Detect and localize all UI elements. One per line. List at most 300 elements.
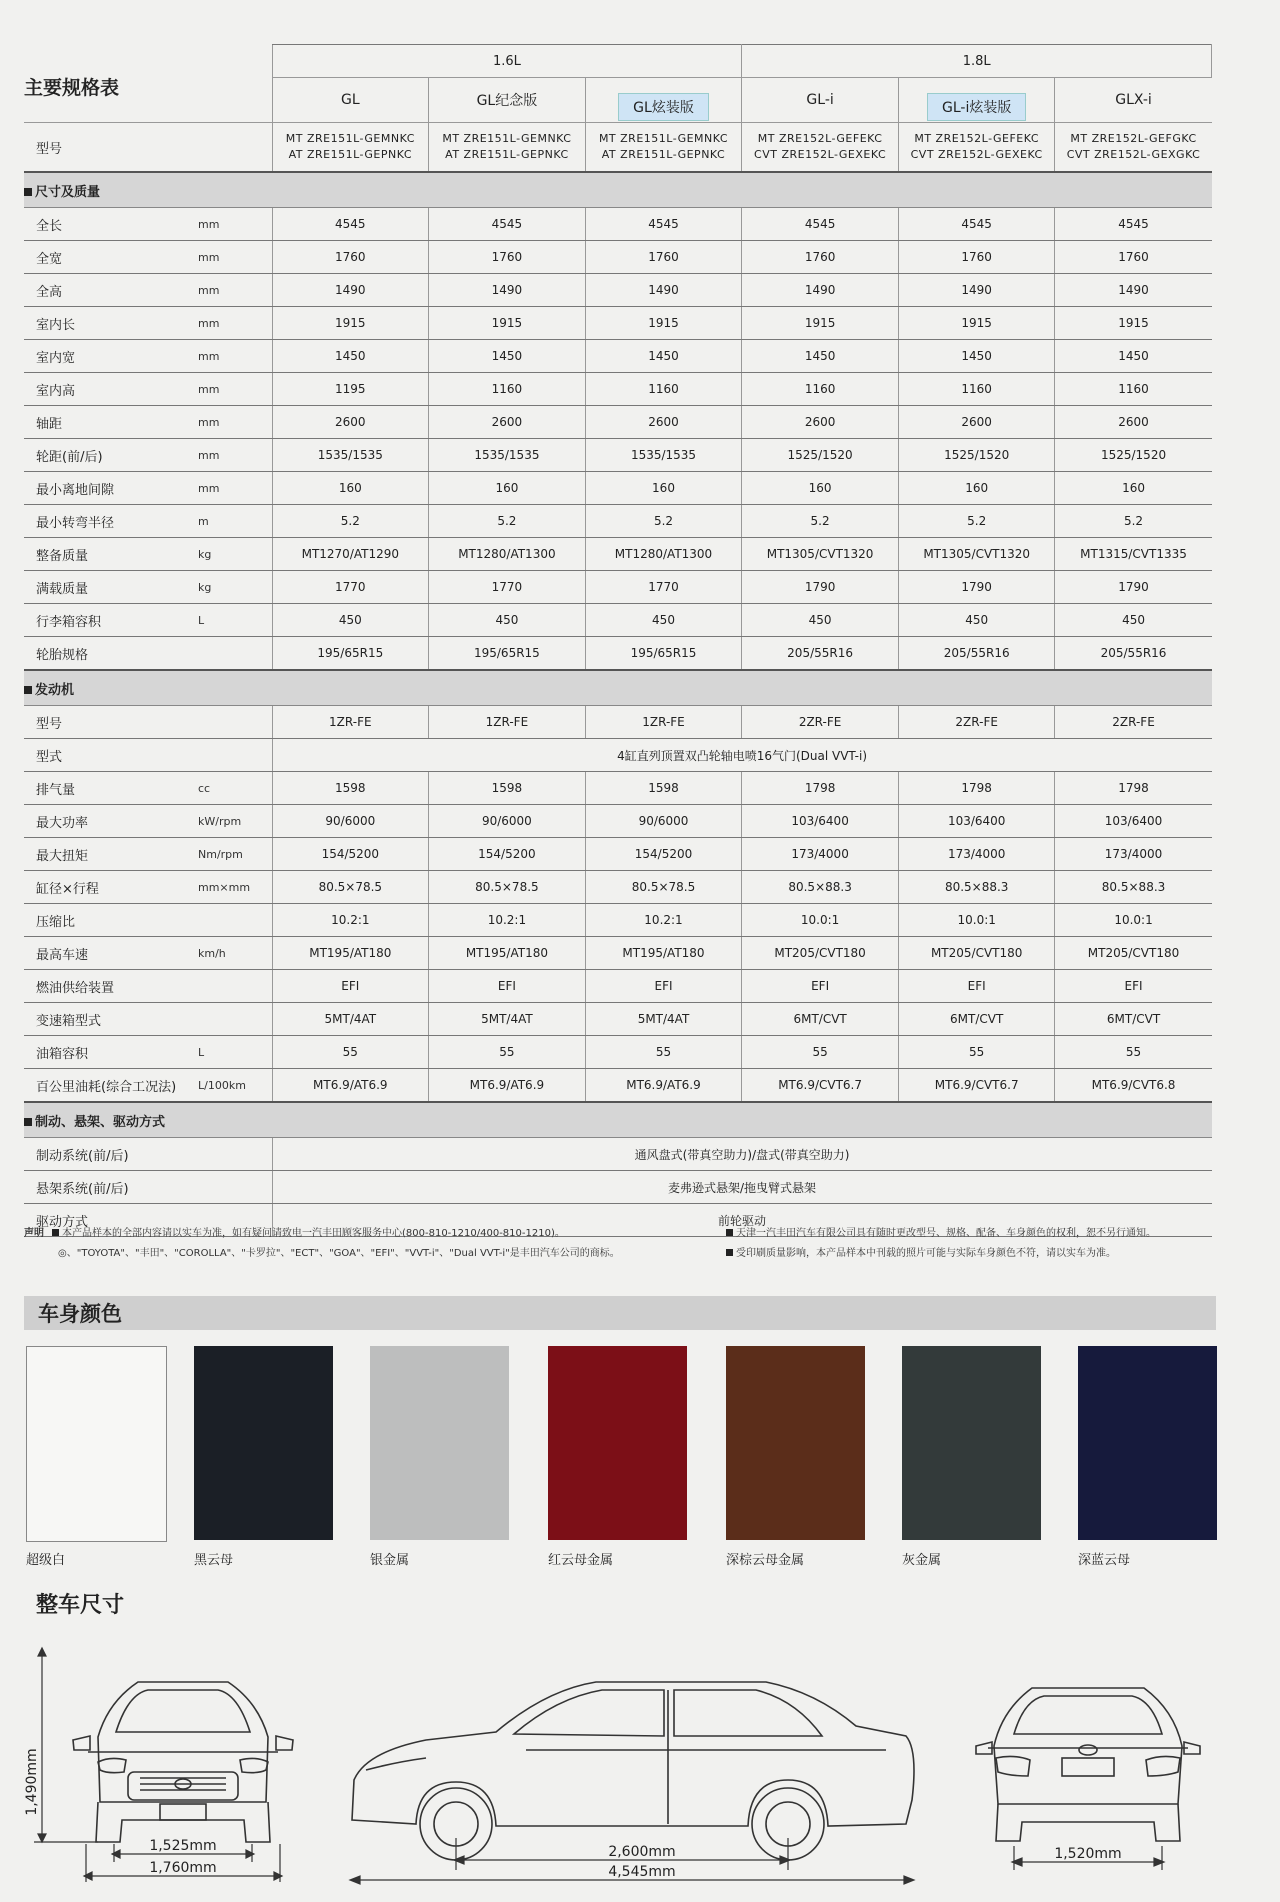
spec-row [24,937,1212,970]
spec-value: 1798 [742,772,899,805]
spec-row-label: 室内长 [24,307,194,340]
notes-right [726,1224,1226,1264]
spec-value: MT205/CVT180 [898,937,1055,970]
spec-value: EFI [898,970,1055,1003]
spec-value: MT1315/CVT1335 [1055,538,1212,571]
color-swatch-label: 超级白 [26,1553,66,1568]
model-code-cell [898,123,1055,173]
spec-row-unit [194,1171,272,1204]
model-code-label: 型号 [24,123,272,173]
spec-value: 1760 [742,241,899,274]
spec-row [24,1138,1212,1171]
model-header [742,78,899,123]
spec-value: 80.5×78.5 [429,871,586,904]
spec-value: 1770 [429,571,586,604]
spec-row-label: 缸径×行程 [24,871,194,904]
spec-row-unit: kg [194,538,272,571]
spec-value: 90/6000 [585,805,742,838]
spec-value: MT1280/AT1300 [429,538,586,571]
spec-span-value: 4缸直列顶置双凸轮轴电喷16气门(Dual VVT-i) [272,739,1212,772]
spec-value: MT195/AT180 [429,937,586,970]
spec-value: 1160 [429,373,586,406]
note-line: 受印刷质量影响，本产品样本中刊载的照片可能与实际车身颜色不符，请以实车为准。 [736,1248,1116,1259]
model-code-cell [742,123,899,173]
spec-value: 450 [585,604,742,637]
color-swatch-label: 黑云母 [194,1553,234,1568]
spec-value: 1915 [898,307,1055,340]
spec-row-unit: L [194,604,272,637]
spec-value: 55 [429,1036,586,1069]
spec-value: EFI [585,970,742,1003]
front-height-label: 1,490mm [24,1748,40,1816]
model-name: GLX-i [1115,92,1152,108]
spec-value: 6MT/CVT [742,1003,899,1036]
rear-track-label: 1,520mm [1054,1846,1122,1862]
spec-row-unit: cc [194,772,272,805]
spec-value: MT6.9/CVT6.7 [898,1069,1055,1103]
spec-value: 1450 [742,340,899,373]
spec-section-header [24,172,1212,208]
spec-value: 103/6400 [1055,805,1212,838]
spec-value: 1598 [429,772,586,805]
notes-left [24,1224,724,1264]
spec-value: EFI [272,970,429,1003]
spec-row [24,274,1212,307]
spec-section-header [24,1102,1212,1138]
spec-row [24,208,1212,241]
spec-value: 160 [585,472,742,505]
spec-value: 4545 [898,208,1055,241]
spec-value: 1450 [429,340,586,373]
spec-row [24,439,1212,472]
spec-value: 1798 [1055,772,1212,805]
spec-row-label: 排气量 [24,772,194,805]
model-code: AT ZRE151L-GEPNKC [288,148,413,161]
model-header [1055,78,1212,123]
spec-value: 80.5×88.3 [898,871,1055,904]
spec-value: MT1280/AT1300 [585,538,742,571]
section-title-cell [24,172,1212,208]
spec-value: 1760 [429,241,586,274]
model-code-cell [272,123,429,173]
model-name: GL-i [806,92,834,108]
spec-value: 195/65R15 [429,637,586,671]
color-swatch-label: 红云母金属 [548,1553,614,1568]
spec-row-unit: mm×mm [194,871,272,904]
model-name: GL-i炫装版 [927,93,1026,121]
spec-value: 1535/1535 [585,439,742,472]
spec-value: 1450 [898,340,1055,373]
spec-value: 1450 [272,340,429,373]
spec-span-value: 前轮驱动 [272,1204,1212,1237]
spec-row-unit: mm [194,406,272,439]
spec-row [24,538,1212,571]
spec-value: 154/5200 [272,838,429,871]
model-code: AT ZRE151L-GEPNKC [601,148,726,161]
color-section-band [24,1296,1216,1330]
spec-table [24,44,1212,1237]
spec-row-label: 最大功率 [24,805,194,838]
model-code-cell [429,123,586,173]
spec-value: 5.2 [898,505,1055,538]
spec-value: 1535/1535 [272,439,429,472]
spec-row [24,970,1212,1003]
section-title-cell [24,1102,1212,1138]
spec-row-unit: mm [194,373,272,406]
spec-row-label: 全宽 [24,241,194,274]
spec-value: MT6.9/CVT6.7 [742,1069,899,1103]
spec-value: 1598 [585,772,742,805]
spec-row-unit: mm [194,340,272,373]
spec-value: 10.2:1 [429,904,586,937]
spec-value: MT6.9/CVT6.8 [1055,1069,1212,1103]
spec-row-unit [194,1003,272,1036]
spec-value: 1ZR-FE [429,706,586,739]
spec-row [24,241,1212,274]
spec-value: 450 [898,604,1055,637]
spec-value: MT6.9/AT6.9 [429,1069,586,1103]
spec-value: MT1305/CVT1320 [742,538,899,571]
spec-row-label: 轮距(前/后) [24,439,194,472]
spec-value: 205/55R16 [742,637,899,671]
spec-value: 5.2 [1055,505,1212,538]
section-marker-icon [24,686,32,694]
spec-value: 4545 [585,208,742,241]
wheelbase-label: 2,600mm [608,1844,676,1860]
spec-row-label: 最小转弯半径 [24,505,194,538]
note-line: 本产品样本的全部内容请以实车为准，如有疑问请致电一汽丰田顾客服务中心(800-810-1210/400-810-1210)。 [62,1228,565,1239]
spec-value: 5.2 [742,505,899,538]
spec-value: 173/4000 [742,838,899,871]
spec-value: 4545 [742,208,899,241]
spec-row-unit: mm [194,472,272,505]
spec-row-unit: mm [194,208,272,241]
spec-value: 1760 [898,241,1055,274]
spec-value: 1790 [898,571,1055,604]
spec-row-label: 整备质量 [24,538,194,571]
spec-value: 1598 [272,772,429,805]
spec-value: 205/55R16 [1055,637,1212,671]
spec-value: 154/5200 [585,838,742,871]
spec-value: 2600 [898,406,1055,439]
spec-value: 55 [742,1036,899,1069]
spec-row-unit [194,1138,272,1171]
color-swatch [26,1346,167,1542]
spec-value: 10.2:1 [272,904,429,937]
spec-row-label: 燃油供给装置 [24,970,194,1003]
spec-value: 2ZR-FE [1055,706,1212,739]
spec-row [24,838,1212,871]
spec-row-unit: mm [194,274,272,307]
spec-value: 1915 [1055,307,1212,340]
spec-value: 173/4000 [898,838,1055,871]
spec-value: 1160 [898,373,1055,406]
spec-row [24,604,1212,637]
spec-value: 1760 [272,241,429,274]
spec-value: 1525/1520 [1055,439,1212,472]
spec-value: 6MT/CVT [1055,1003,1212,1036]
model-code: MT ZRE152L-GEFGKC [1070,132,1197,145]
spec-value: MT1305/CVT1320 [898,538,1055,571]
spec-value: 103/6400 [742,805,899,838]
spec-row-unit [194,637,272,671]
spec-row-label: 悬架系统(前/后) [24,1171,194,1204]
spec-value: 10.0:1 [1055,904,1212,937]
spec-value: 2ZR-FE [742,706,899,739]
spec-value: MT1270/AT1290 [272,538,429,571]
spec-value: MT195/AT180 [272,937,429,970]
spec-row-label: 室内高 [24,373,194,406]
spec-value: 55 [585,1036,742,1069]
spec-value: 1490 [429,274,586,307]
spec-value: 10.2:1 [585,904,742,937]
color-swatch [902,1346,1041,1540]
spec-row-unit: L/100km [194,1069,272,1103]
dimensions-title: 整车尺寸 [36,1593,125,1618]
model-code: MT ZRE151L-GEMNKC [598,132,729,145]
spec-value: 5MT/4AT [272,1003,429,1036]
spec-value: EFI [742,970,899,1003]
spec-value: 205/55R16 [898,637,1055,671]
spec-row-unit: m [194,505,272,538]
spec-value: 1490 [742,274,899,307]
color-swatch [194,1346,333,1540]
spec-value: 80.5×78.5 [272,871,429,904]
spec-value: 1490 [272,274,429,307]
spec-value: 1490 [1055,274,1212,307]
color-swatch [370,1346,509,1540]
spec-value: 1798 [898,772,1055,805]
spec-row [24,307,1212,340]
model-code: MT ZRE152L-GEFEKC [757,132,883,145]
spec-row [24,340,1212,373]
spec-row [24,373,1212,406]
front-track-label: 1,525mm [149,1838,217,1854]
spec-value: 450 [272,604,429,637]
section-marker-icon [24,1118,32,1126]
spec-value: 1915 [272,307,429,340]
model-code: CVT ZRE152L-GEXGKC [1066,148,1201,161]
spec-value: 5.2 [272,505,429,538]
spec-row [24,1003,1212,1036]
spec-value: 80.5×88.3 [742,871,899,904]
color-swatch [548,1346,687,1540]
color-section-title: 车身颜色 [38,1302,122,1326]
spec-group-header-row [24,45,1212,78]
spec-row-label: 室内宽 [24,340,194,373]
spec-row [24,772,1212,805]
spec-row [24,871,1212,904]
spec-value: 2600 [429,406,586,439]
spec-value: 1915 [585,307,742,340]
spec-row-label: 驱动方式 [24,1204,194,1237]
spec-value: 2600 [742,406,899,439]
spec-row-label: 百公里油耗(综合工况法) [24,1069,194,1103]
section-marker-icon [24,188,32,196]
note-line: 、"TOYOTA"、"丰田"、"COROLLA"、"卡罗拉"、"ECT"、"GOA"、"EFI"、"VVT-i"、"Dual VVT-i"是丰田汽车公司的商标。 [66,1248,620,1259]
engine-group-header: 1.8L [742,45,1212,78]
engine-group-header: 1.6L [272,45,742,78]
spec-row-unit: L [194,1036,272,1069]
spec-value: 5.2 [585,505,742,538]
model-name: GL [340,92,360,108]
spec-row-unit: km/h [194,937,272,970]
spec-value: 6MT/CVT [898,1003,1055,1036]
spec-value: 10.0:1 [898,904,1055,937]
spec-row-unit: Nm/rpm [194,838,272,871]
spec-value: 1490 [585,274,742,307]
spec-value: 160 [429,472,586,505]
spec-row-label: 制动系统(前/后) [24,1138,194,1171]
spec-value: 4545 [272,208,429,241]
color-swatch-label: 深棕云母金属 [726,1553,805,1568]
color-swatch-label: 深蓝云母 [1078,1553,1131,1568]
spec-row-label: 油箱容积 [24,1036,194,1069]
spec-value: 1160 [585,373,742,406]
note-line: 天津一汽丰田汽车有限公司具有随时更改型号、规格、配备、车身颜色的权利，恕不另行通知。 [736,1228,1156,1239]
spec-value: 1ZR-FE [585,706,742,739]
model-header [585,78,742,123]
spec-row-label: 压缩比 [24,904,194,937]
spec-row [24,406,1212,439]
spec-value: 5MT/4AT [429,1003,586,1036]
spec-row-label: 最高车速 [24,937,194,970]
spec-value: 195/65R15 [585,637,742,671]
spec-value: 2600 [585,406,742,439]
spec-value: MT6.9/AT6.9 [272,1069,429,1103]
spec-row-label: 全高 [24,274,194,307]
spec-value: 1450 [585,340,742,373]
model-name: GL纪念版 [476,93,538,109]
spec-span-value: 麦弗逊式悬架/拖曳臂式悬架 [272,1171,1212,1204]
spec-row [24,706,1212,739]
spec-row-label: 最大扭矩 [24,838,194,871]
model-name: GL炫装版 [618,93,709,121]
spec-value: MT6.9/AT6.9 [585,1069,742,1103]
spec-value: 80.5×78.5 [585,871,742,904]
spec-span-value: 通风盘式(带真空助力)/盘式(带真空助力) [272,1138,1212,1171]
spec-value: 1770 [585,571,742,604]
spec-value: 90/6000 [272,805,429,838]
spec-value: 80.5×88.3 [1055,871,1212,904]
spec-value: 160 [1055,472,1212,505]
section-title: 制动、悬架、驱动方式 [35,1114,166,1130]
toyota-logo-icon: ◎ [58,1248,67,1259]
section-title-cell [24,670,1212,706]
spec-row [24,1036,1212,1069]
spec-value: MT195/AT180 [585,937,742,970]
spec-row-label: 变速箱型式 [24,1003,194,1036]
spec-value: 1160 [1055,373,1212,406]
color-swatch [1078,1346,1217,1540]
spec-value: 10.0:1 [742,904,899,937]
spec-value: EFI [1055,970,1212,1003]
section-title: 发动机 [35,682,75,698]
spec-section-header [24,670,1212,706]
spec-value: 2600 [1055,406,1212,439]
spec-value: 160 [272,472,429,505]
spec-value: 173/4000 [1055,838,1212,871]
model-header [272,78,429,123]
spec-value: 1195 [272,373,429,406]
color-swatch [726,1346,865,1540]
model-code: MT ZRE151L-GEMNKC [285,132,415,145]
spec-value: 154/5200 [429,838,586,871]
spec-row-unit: mm [194,439,272,472]
spec-value: 1915 [429,307,586,340]
model-header [898,78,1055,123]
spec-value: 450 [1055,604,1212,637]
spec-value: 103/6400 [898,805,1055,838]
spec-value: 90/6000 [429,805,586,838]
spec-title: 主要规格表 [24,76,120,99]
spec-row-label: 行李箱容积 [24,604,194,637]
spec-value: 1160 [742,373,899,406]
spec-value: 55 [898,1036,1055,1069]
spec-value: MT205/CVT180 [1055,937,1212,970]
spec-value: MT205/CVT180 [742,937,899,970]
spec-value: 195/65R15 [272,637,429,671]
spec-value: 4545 [1055,208,1212,241]
model-code-cell [1055,123,1212,173]
spec-row-label: 型号 [24,706,194,739]
spec-value: 1450 [1055,340,1212,373]
spec-row-label: 最小离地间隙 [24,472,194,505]
spec-row [24,571,1212,604]
spec-row-label: 轴距 [24,406,194,439]
car-front-view [24,1632,338,1887]
spec-row-unit: mm [194,307,272,340]
model-code: MT ZRE152L-GEFEKC [914,132,1040,145]
spec-value: 5.2 [429,505,586,538]
spec-value: 1525/1520 [898,439,1055,472]
spec-value: 1490 [898,274,1055,307]
length-label: 4,545mm [608,1864,676,1880]
spec-value: 160 [742,472,899,505]
spec-value: 55 [1055,1036,1212,1069]
spec-row [24,505,1212,538]
spec-row [24,637,1212,671]
spec-value: 450 [742,604,899,637]
spec-row [24,472,1212,505]
spec-value: 160 [898,472,1055,505]
spec-value: 1ZR-FE [272,706,429,739]
car-side-view [346,1640,926,1890]
model-code-cell [585,123,742,173]
spec-value: 4545 [429,208,586,241]
spec-value: 2ZR-FE [898,706,1055,739]
spec-row [24,739,1212,772]
spec-value: 5MT/4AT [585,1003,742,1036]
color-swatch-label: 灰金属 [902,1553,942,1568]
spec-value: 1760 [585,241,742,274]
spec-value: 1760 [1055,241,1212,274]
spec-row-unit [194,904,272,937]
section-title: 尺寸及质量 [35,184,101,200]
model-code: CVT ZRE152L-GEXEKC [754,148,887,161]
model-header [429,78,586,123]
spec-row [24,805,1212,838]
spec-row [24,1171,1212,1204]
spec-row-unit: kg [194,571,272,604]
spec-value: 1535/1535 [429,439,586,472]
spec-row [24,904,1212,937]
model-code: MT ZRE151L-GEMNKC [442,132,572,145]
spec-row-label: 型式 [24,739,194,772]
color-swatch-label: 银金属 [370,1553,410,1568]
spec-row-unit: kW/rpm [194,805,272,838]
spec-row [24,1069,1212,1103]
